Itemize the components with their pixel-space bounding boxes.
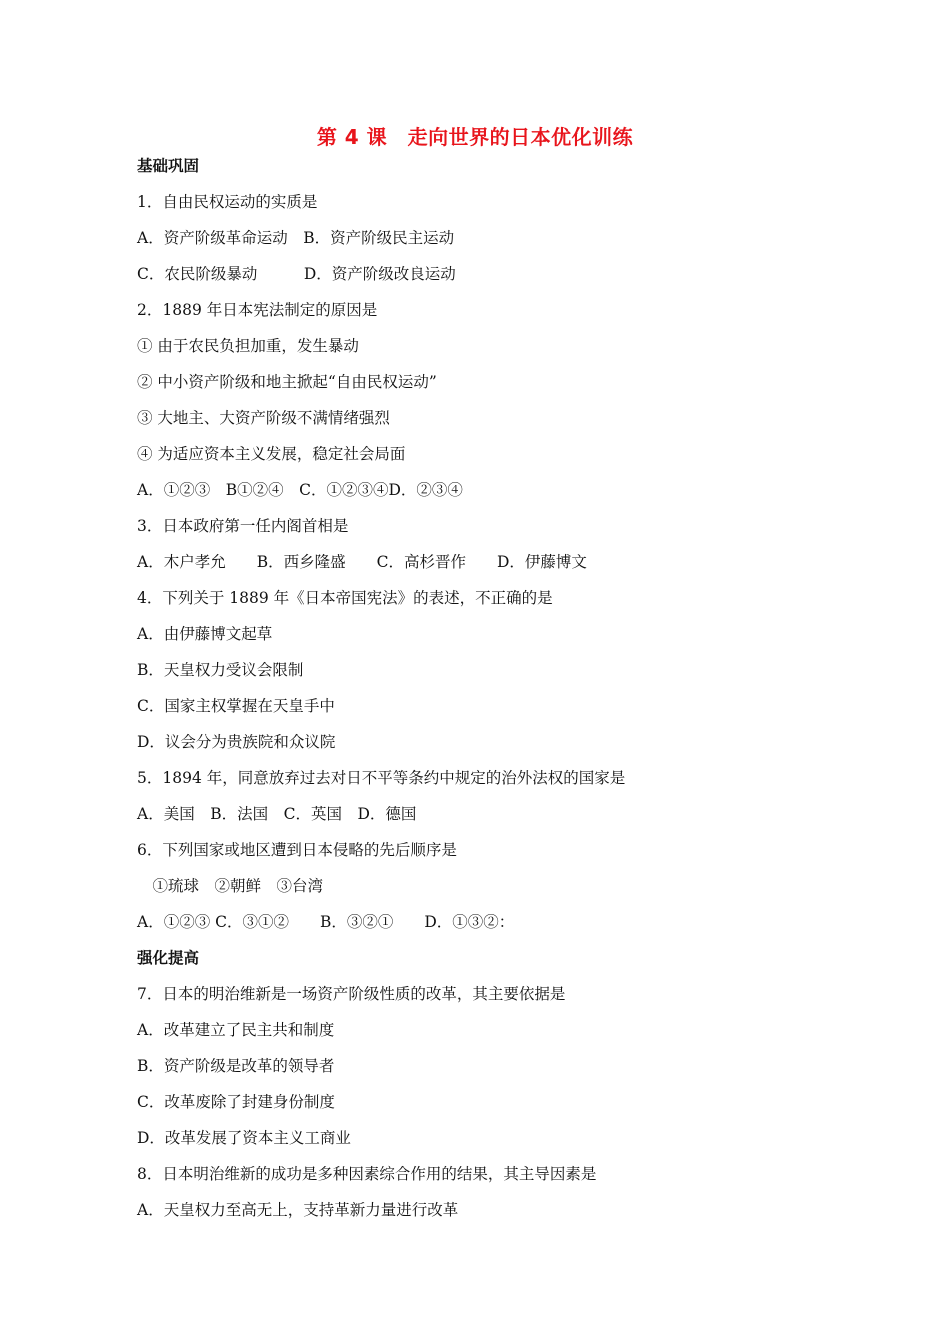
- question-4-option-c: C．国家主权掌握在天皇手中: [137, 697, 335, 715]
- question-8-option-a: A．天皇权力至高无上，支持革新力量进行改革: [137, 1201, 459, 1219]
- question-2-item-4: ④ 为适应资本主义发展，稳定社会局面: [137, 445, 406, 463]
- question-2-item-3: ③ 大地主、大资产阶级不满情绪强烈: [137, 409, 390, 427]
- question-1: 1．自由民权运动的实质是: [137, 193, 318, 211]
- question-2-options: A．①②③ B①②④ C．①②③④D．②③④: [137, 481, 463, 499]
- question-7-option-a: A．改革建立了民主共和制度: [137, 1021, 335, 1039]
- section-heading-basic: 基础巩固: [137, 157, 200, 175]
- document-body: [137, 148, 837, 1228]
- question-3: 3．日本政府第一任内阁首相是: [137, 517, 349, 535]
- question-5: 5．1894 年，同意放弃过去对日不平等条约中规定的治外法权的国家是: [137, 769, 626, 787]
- question-2-item-1: ① 由于农民负担加重，发生暴动: [137, 337, 359, 355]
- question-6-items: ①琉球 ②朝鲜 ③台湾: [137, 877, 324, 895]
- question-4-option-d: D．议会分为贵族院和众议院: [137, 733, 336, 751]
- question-8: 8．日本明治维新的成功是多种因素综合作用的结果，其主导因素是: [137, 1165, 597, 1183]
- question-4-option-b: B．天皇权力受议会限制: [137, 661, 304, 679]
- question-4-option-a: A．由伊藤博文起草: [137, 625, 273, 643]
- question-5-options: A．美国 B．法国 C．英国 D．德国: [137, 805, 417, 823]
- question-7-option-d: D．改革发展了资本主义工商业: [137, 1129, 351, 1147]
- section-heading-advanced: 强化提高: [137, 949, 200, 967]
- question-4: 4．下列关于 1889 年《日本帝国宪法》的表述，不正确的是: [137, 589, 553, 607]
- question-7: 7．日本的明治维新是一场资产阶级性质的改革，其主要依据是: [137, 985, 566, 1003]
- question-3-options: A．木户孝允 B．西乡隆盛 C．高杉晋作 D．伊藤博文: [137, 553, 587, 571]
- question-1-options-ab: A．资产阶级革命运动 B．资产阶级民主运动: [137, 229, 455, 247]
- question-2-item-2: ② 中小资产阶级和地主掀起“自由民权运动”: [137, 373, 437, 391]
- question-6: 6．下列国家或地区遭到日本侵略的先后顺序是: [137, 841, 457, 859]
- page-title: 第 4 课 走向世界的日本优化训练: [316, 125, 634, 149]
- question-2: 2．1889 年日本宪法制定的原因是: [137, 301, 378, 319]
- question-1-options-cd: C．农民阶级暴动 D．资产阶级改良运动: [137, 265, 456, 283]
- question-6-options: A．①②③ C．③①② B．③②① D．①③②：: [137, 913, 515, 931]
- question-7-option-b: B．资产阶级是改革的领导者: [137, 1057, 335, 1075]
- question-7-option-c: C．改革废除了封建身份制度: [137, 1093, 335, 1111]
